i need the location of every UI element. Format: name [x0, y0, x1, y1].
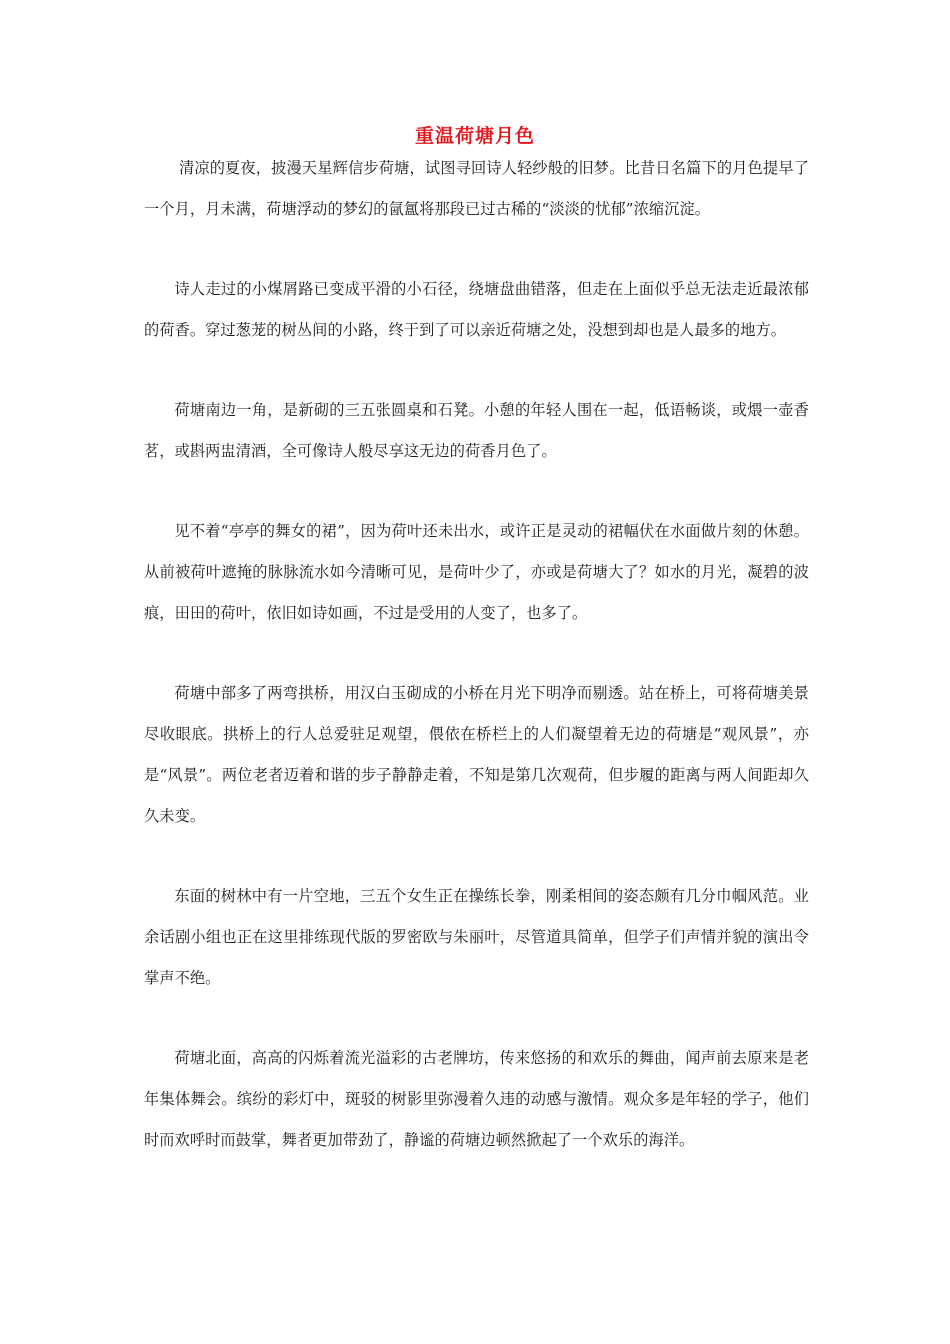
document-title: 重温荷塘月色 — [414, 125, 535, 147]
document-body — [144, 148, 809, 1200]
paragraph-7: 荷塘北面，高高的闪烁着流光溢彩的古老牌坊，传来悠扬的和欢乐的舞曲，闻声前去原来是老年集体舞会。缤纷的彩灯中，斑驳的树影里弥漫着久违的动感与激情。观众多是年轻的学子，他们时而欢呼时而鼓掌，舞者更加带劲了，静谧的荷塘边顿然掀起了一个欢乐的海洋。 — [144, 1049, 809, 1149]
paragraph-3: 荷塘南边一角，是新砌的三五张圆桌和石凳。小憩的年轻人围在一起，低语畅谈，或煨一壶香茗，或斟两盅清酒，全可像诗人般尽享这无边的荷香月色了。 — [144, 401, 809, 460]
paragraph-2: 诗人走过的小煤屑路已变成平滑的小石径，绕塘盘曲错落，但走在上面似乎总无法走近最浓郁的荷香。穿过葱茏的树丛间的小路，终于到了可以亲近荷塘之处，没想到却也是人最多的地方。 — [144, 280, 809, 339]
paragraph-4: 见不着“亭亭的舞女的裙”，因为荷叶还未出水，或许正是灵动的裙幅伏在水面做片刻的休憩。从前被荷叶遮掩的脉脉流水如今清晰可见，是荷叶少了，亦或是荷塘大了？如水的月光，凝碧的波痕，田田的荷叶，依旧如诗如画，不过是受用的人变了，也多了。 — [144, 522, 809, 622]
paragraph-5: 荷塘中部多了两弯拱桥，用汉白玉砌成的小桥在月光下明净而剔透。站在桥上，可将荷塘美景尽收眼底。拱桥上的行人总爱驻足观望，偎依在桥栏上的人们凝望着无边的荷塘是“观风景”，亦是“风景”。两位老者迈着和谐的步子静静走着，不知是第几次观荷，但步履的距离与两人间距却久久未变。 — [144, 684, 809, 825]
paragraph-6: 东面的树林中有一片空地，三五个女生正在操练长拳，刚柔相间的姿态颇有几分巾帼风范。业余话剧小组也正在这里排练现代版的罗密欧与朱丽叶，尽管道具简单，但学子们声情并貌的演出令掌声不绝。 — [144, 887, 809, 987]
paragraph-1: 清凉的夏夜，披漫天星辉信步荷塘，试图寻回诗人轻纱般的旧梦。比昔日名篇下的月色提早了一个月，月未满，荷塘浮动的梦幻的氤氲将那段已过古稀的“淡淡的忧郁”浓缩沉淀。 — [144, 159, 809, 218]
